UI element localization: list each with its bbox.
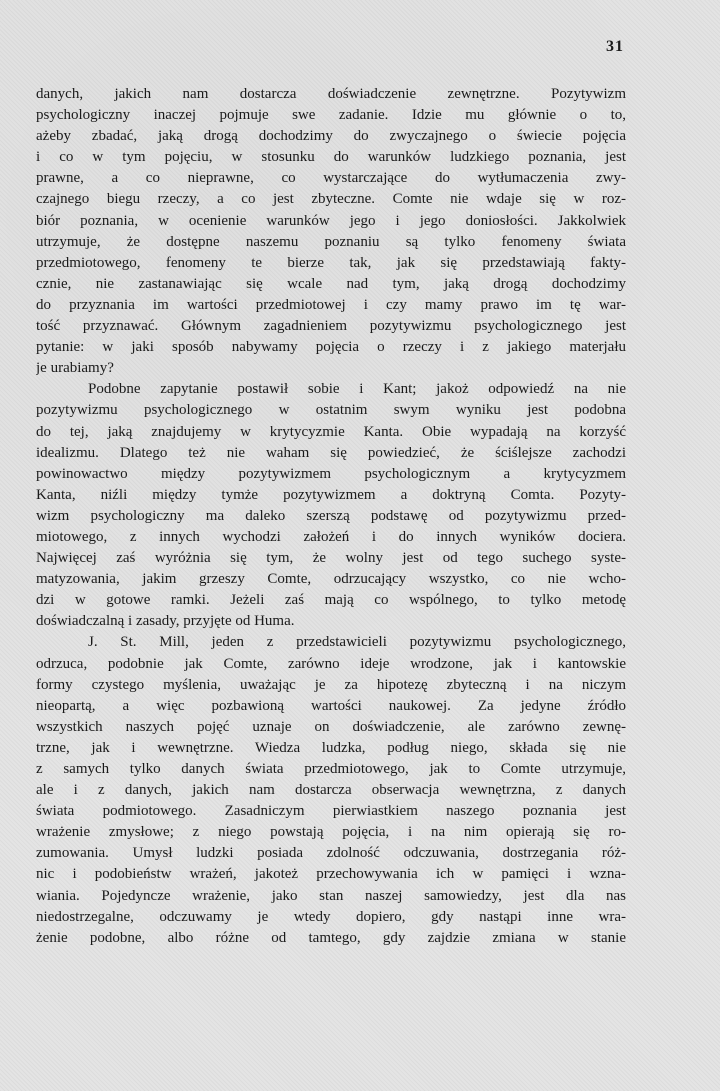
text-line: niedostrzegalne, odczuwamy je wtedy dopiero, gdy nastąpi inne wra-: [36, 908, 626, 925]
text-line: J. St. Mill, jeden z przedstawicieli pozytywizmu psychologicznego,: [88, 634, 626, 651]
text-line: pozytywizmu psychologicznego w ostatnim swym wyniku jest podobna: [36, 402, 626, 419]
text-line: wiania. Pojedyncze wrażenie, jako stan naszej samowiedzy, jest dla nas: [36, 887, 626, 904]
text-line: dzi w gotowe ramki. Jeżeli zaś mają co wspólnego, to tylko metodę: [36, 592, 626, 609]
text-line: idealizmu. Dlatego też nie waham się powiedzieć, że ściślejsze zachodzi: [36, 444, 626, 461]
text-line: ażeby zbadać, jaką drogą dochodzimy do zwyczajnego o świecie pojęcia: [36, 128, 626, 145]
text-line: z samych tylko danych świata przedmiotowego, jak to Comte utrzymuje,: [36, 761, 626, 777]
text-line: je urabiamy?: [36, 360, 114, 377]
text-line: do przyznania im wartości przedmiotowej i czy mamy prawo im tę war-: [36, 296, 626, 313]
text-line: czajnego biegu rzeczy, a co jest zbyteczne. Comte nie wdaje się w roz-: [36, 191, 626, 208]
text-line: trzne, jak i wewnętrzne. Wiedza ludzka, podług niego, składa się nie: [36, 739, 626, 756]
text-line: zumowania. Umysł ludzki posiada zdolność odczuwania, dostrzegania róż-: [36, 845, 626, 862]
text-line: nic i podobieństw wrażeń, jakoteż przechowywania ich w pamięci i wzna-: [36, 866, 626, 883]
text-line: cznie, nie zastanawiając się wcale nad tym, jaką drogą dochodzimy: [36, 275, 626, 292]
page-number: 31: [606, 38, 624, 55]
text-line: biór poznania, w ocenienie warunków jego i jego doniosłości. Jakkolwiek: [36, 212, 626, 229]
text-line: wszystkich naszych pojęć uznaje on doświadczenie, ale zarówno zewnę-: [36, 718, 626, 735]
text-line: danych, jakich nam dostarcza doświadczenie zewnętrzne. Pozytywizm: [36, 86, 626, 102]
text-line: prawne, a co nieprawne, co wystarczające do wytłumaczenia zwy-: [36, 170, 626, 187]
text-line: i co w tym pojęciu, w stosunku do warunków ludzkiego poznania, jest: [36, 149, 626, 166]
text-line: wrażenie zmysłowe; z niego powstają pojęcia, i na nim opierają się ro-: [36, 824, 626, 841]
paragraph: [36, 379, 626, 632]
text-line: Podobne zapytanie postawił sobie i Kant; jakoż odpowiedź na nie: [88, 381, 626, 398]
text-line: miotowego, z innych wychodzi założeń i do innych wyników dociera.: [36, 528, 626, 545]
text-line: świata podmiotowego. Zasadniczym pierwiastkiem naszego poznania jest: [36, 803, 626, 820]
text-line: matyzowania, jakim grzeszy Comte, odrzucający wszystko, co nie wcho-: [36, 571, 626, 588]
text-line: do tej, jaką znajdujemy w krytycyzmie Kanta. Obie wypadają na korzyść: [36, 423, 626, 440]
text-line: doświadczalną i zasady, przyjęte od Huma.: [36, 613, 295, 630]
text-line: Kanta, niźli między tymże pozytywizmem a doktryną Comta. Pozyty-: [36, 486, 626, 503]
text-line: utrzymuje, że dostępne naszemu poznaniu są tylko fenomeny świata: [36, 233, 626, 250]
text-line: pytanie: w jaki sposób nabywamy pojęcia o rzeczy i z jakiego materjału: [36, 339, 626, 356]
body-text: [36, 84, 626, 949]
text-line: psychologiczny inaczej pojmuje swe zadanie. Idzie mu głównie o to,: [36, 107, 626, 124]
text-line: przedmiotowego, fenomeny te bierze tak, jak się przedstawiają fakty-: [36, 254, 626, 271]
text-line: odrzuca, podobnie jak Comte, zarówno ideje wrodzone, jak i kantowskie: [36, 655, 626, 672]
text-line: wizm psychologiczny ma daleko szerszą podstawę od pozytywizmu przed-: [36, 507, 626, 524]
text-line: Najwięcej zaś wyróżnia się tym, że wolny jest od tego suchego syste-: [36, 550, 626, 567]
paragraph: [36, 632, 626, 948]
text-line: żenie podobne, albo różne od tamtego, gdy zajdzie zmiana w stanie: [36, 929, 626, 946]
text-line: powinowactwo między pozytywizmem psychologicznym a krytycyzmem: [36, 465, 626, 482]
text-line: ale i z danych, jakich nam dostarcza obserwacja wewnętrzna, z danych: [36, 782, 626, 799]
text-line: formy czystego myślenia, uważając je za hipotezę zbyteczną i na niczym: [36, 676, 626, 693]
text-line: tość przyznawać. Głównym zagadnieniem pozytywizmu psychologicznego jest: [36, 318, 626, 335]
text-line: nieopartą, a więc pozbawioną wartości naukowej. Za jedyne źródło: [36, 697, 626, 714]
paragraph: [36, 84, 626, 379]
